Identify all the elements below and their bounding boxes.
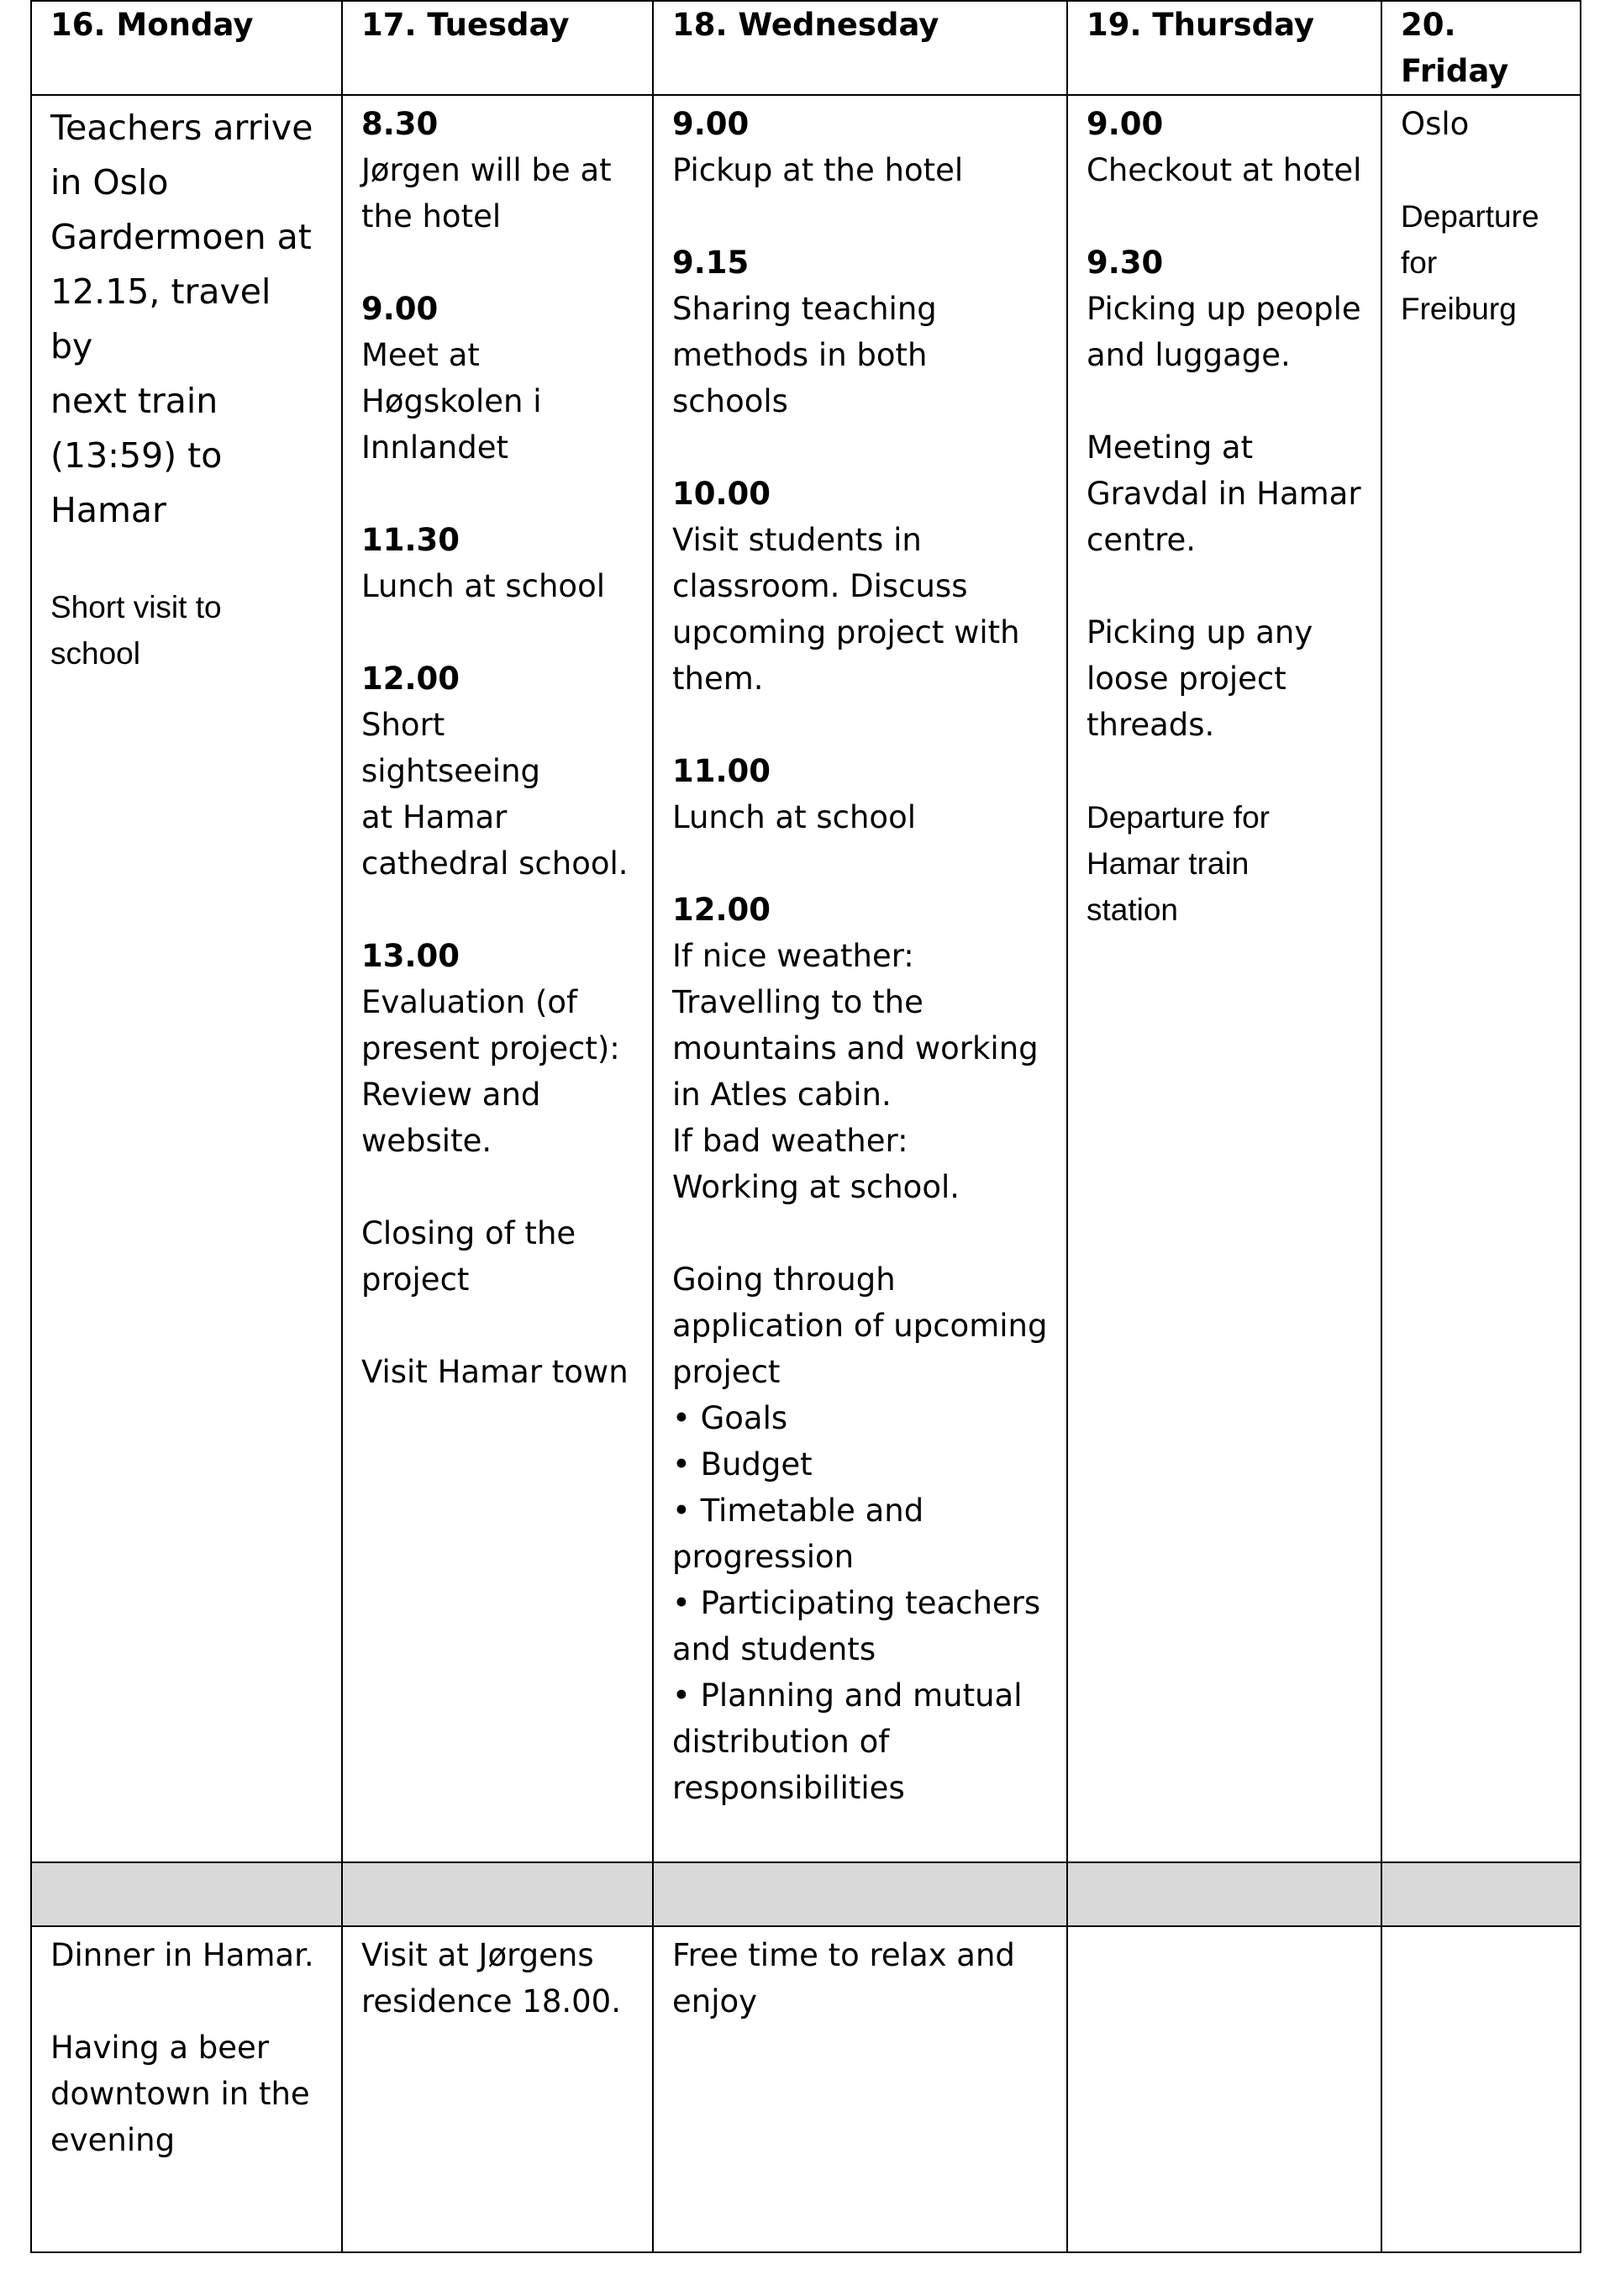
thursday-time: 9.30	[1086, 245, 1164, 281]
thursday-text-line: Checkout at hotel	[1086, 152, 1362, 188]
separator-cell	[342, 1862, 653, 1926]
evening-text-line: residence 18.00.	[361, 1983, 621, 2020]
evening-thursday-cell	[1067, 1926, 1381, 2252]
tuesday-text-line: Closing of the	[361, 1215, 576, 1251]
monday-arrival-line: next train	[50, 381, 218, 421]
tuesday-text-line: Lunch at school	[361, 568, 605, 604]
evening-row	[31, 1926, 1581, 2252]
wednesday-bullet-item: • Timetable and progression	[672, 1488, 1048, 1580]
friday-place: Oslo	[1401, 106, 1470, 142]
wednesday-entry	[672, 748, 1048, 840]
wednesday-entry	[672, 471, 1048, 702]
tuesday-text-line: Review and	[361, 1077, 541, 1113]
monday-school-visit	[50, 584, 323, 677]
wednesday-time: 11.00	[672, 753, 771, 789]
day-header-wednesday: 18. Wednesday	[653, 1, 1067, 95]
separator-cell	[653, 1862, 1067, 1926]
wednesday-text-line: methods in both	[672, 337, 928, 373]
wednesday-entry	[672, 887, 1048, 1210]
monday-visit-line: Short visit to	[50, 590, 222, 624]
monday-arrival-line: in Oslo	[50, 162, 169, 203]
schedule-table	[30, 0, 1581, 2253]
tuesday-text-line: present project):	[361, 1030, 620, 1066]
thursday-text-line: loose project	[1086, 661, 1286, 697]
thursday-text-line: Gravdal in Hamar	[1086, 476, 1361, 512]
monday-arrival-line: 12.15, travel by	[50, 271, 271, 366]
monday-arrival-line: Hamar	[50, 490, 166, 530]
day-header-tuesday: 17. Tuesday	[342, 1, 653, 95]
day-header-monday: 16. Monday	[31, 1, 342, 95]
tuesday-text-line: Innlandet	[361, 429, 508, 466]
tuesday-entry	[361, 656, 634, 887]
wednesday-text-line: Visit students in	[672, 522, 922, 558]
evening-monday-entry	[50, 2025, 323, 2163]
wednesday-bullet-item: • Budget	[672, 1441, 1048, 1488]
separator-row	[31, 1862, 1581, 1926]
wednesday-entry	[672, 240, 1048, 424]
wednesday-text-line: If nice weather:	[672, 938, 914, 974]
evening-text-line: downtown in the	[50, 2076, 310, 2112]
tuesday-entry	[361, 517, 634, 609]
tuesday-text-line: cathedral school.	[361, 845, 629, 882]
friday-cell	[1381, 95, 1581, 1862]
tuesday-text-line: Høgskolen i	[361, 383, 542, 419]
separator-cell	[1067, 1862, 1381, 1926]
wednesday-text-line: upcoming project with	[672, 614, 1020, 650]
wednesday-bullet-item: • Goals	[672, 1395, 1048, 1441]
tuesday-entry	[361, 1349, 634, 1395]
monday-cell	[31, 95, 342, 1862]
thursday-text-line: station	[1086, 893, 1179, 927]
monday-arrival-line: Teachers arrive	[50, 108, 313, 148]
tuesday-text-line: Visit Hamar town	[361, 1354, 629, 1390]
tuesday-text-line: Short sightseeing	[361, 707, 541, 789]
friday-departure	[1401, 193, 1561, 332]
wednesday-application-line: project	[672, 1354, 781, 1390]
monday-visit-line: school	[50, 636, 140, 671]
evening-friday-cell	[1381, 1926, 1581, 2252]
wednesday-text-line: Working at school.	[672, 1169, 960, 1205]
wednesday-time: 9.15	[672, 245, 750, 281]
wednesday-text-line: them.	[672, 661, 764, 697]
thursday-text-line: Picking up people	[1086, 291, 1361, 327]
friday-departure-line: for Freiburg	[1401, 245, 1517, 326]
separator-cell	[1381, 1862, 1581, 1926]
wednesday-time: 9.00	[672, 106, 750, 142]
tuesday-entry	[361, 101, 634, 240]
thursday-text-line: centre.	[1086, 522, 1196, 558]
day-header-friday: 20. Friday	[1381, 1, 1581, 95]
evening-tuesday-entry	[361, 1932, 634, 2025]
evening-monday-cell	[31, 1926, 342, 2252]
evening-text-line: Having a beer	[50, 2030, 270, 2066]
thursday-text-line: threads.	[1086, 707, 1215, 743]
header-row	[31, 1, 1581, 95]
evening-tuesday-cell	[342, 1926, 653, 2252]
content-row	[31, 95, 1581, 1862]
wednesday-bullet-item: • Planning and mutual distribution of responsibilities	[672, 1672, 1048, 1811]
thursday-entry	[1086, 424, 1362, 563]
evening-text-line: evening	[50, 2122, 176, 2158]
evening-wednesday-entry	[672, 1932, 1048, 2025]
tuesday-text-line: Jørgen will be at	[361, 152, 612, 188]
wednesday-text-line: If bad weather:	[672, 1123, 908, 1159]
monday-arrival-line: (13:59) to	[50, 435, 223, 476]
evening-text-line: enjoy	[672, 1983, 758, 2020]
thursday-text-line: Meeting at	[1086, 429, 1254, 466]
monday-arrival	[50, 101, 323, 538]
tuesday-time: 8.30	[361, 106, 439, 142]
thursday-text-line: and luggage.	[1086, 337, 1291, 373]
wednesday-cell	[653, 95, 1067, 1862]
tuesday-time: 12.00	[361, 661, 460, 697]
tuesday-entry	[361, 286, 634, 471]
tuesday-entry	[361, 1210, 634, 1303]
tuesday-time: 9.00	[361, 291, 439, 327]
wednesday-text-line: Lunch at school	[672, 799, 916, 835]
wednesday-application-line: Going through	[672, 1261, 896, 1298]
thursday-entry	[1086, 101, 1362, 193]
separator-cell	[31, 1862, 342, 1926]
wednesday-text-line: Sharing teaching	[672, 291, 937, 327]
evening-wednesday-cell	[653, 1926, 1067, 2252]
monday-arrival-line: Gardermoen at	[50, 217, 312, 257]
thursday-entry	[1086, 240, 1362, 378]
tuesday-entry	[361, 933, 634, 1164]
tuesday-text-line: the hotel	[361, 198, 502, 234]
wednesday-entry	[672, 101, 1048, 193]
thursday-entry	[1086, 794, 1362, 933]
wednesday-text-line: classroom. Discuss	[672, 568, 968, 604]
tuesday-text-line: at Hamar	[361, 799, 508, 835]
thursday-text-line: Picking up any	[1086, 614, 1313, 650]
wednesday-bullet-item: • Participating teachers and students	[672, 1580, 1048, 1672]
tuesday-text-line: website.	[361, 1123, 492, 1159]
wednesday-application	[672, 1256, 1048, 1811]
wednesday-text-line: in Atles cabin.	[672, 1077, 892, 1113]
wednesday-text-line: Pickup at the hotel	[672, 152, 964, 188]
wednesday-application-line: application of upcoming	[672, 1308, 1048, 1344]
tuesday-time: 13.00	[361, 938, 460, 974]
tuesday-time: 11.30	[361, 522, 460, 558]
tuesday-text-line: project	[361, 1261, 470, 1298]
day-header-thursday: 19. Thursday	[1067, 1, 1381, 95]
evening-monday-entry	[50, 1932, 323, 1978]
thursday-text-line: Hamar train	[1086, 846, 1250, 881]
thursday-time: 9.00	[1086, 106, 1164, 142]
wednesday-text-line: schools	[672, 383, 788, 419]
evening-text-line: Dinner in Hamar.	[50, 1937, 314, 1973]
evening-text-line: Free time to relax and	[672, 1937, 1015, 1973]
tuesday-text-line: Meet at	[361, 337, 480, 373]
wednesday-text-line: Travelling to the	[672, 984, 923, 1020]
wednesday-text-line: mountains and working	[672, 1030, 1039, 1066]
thursday-text-line: Departure for	[1086, 800, 1270, 835]
wednesday-time: 10.00	[672, 476, 771, 512]
wednesday-bullet-list	[672, 1395, 1048, 1811]
thursday-entry	[1086, 609, 1362, 748]
evening-text-line: Visit at Jørgens	[361, 1937, 594, 1973]
wednesday-time: 12.00	[672, 892, 771, 928]
tuesday-text-line: Evaluation (of	[361, 984, 578, 1020]
tuesday-cell	[342, 95, 653, 1862]
friday-departure-line: Departure	[1401, 199, 1539, 234]
thursday-cell	[1067, 95, 1381, 1862]
